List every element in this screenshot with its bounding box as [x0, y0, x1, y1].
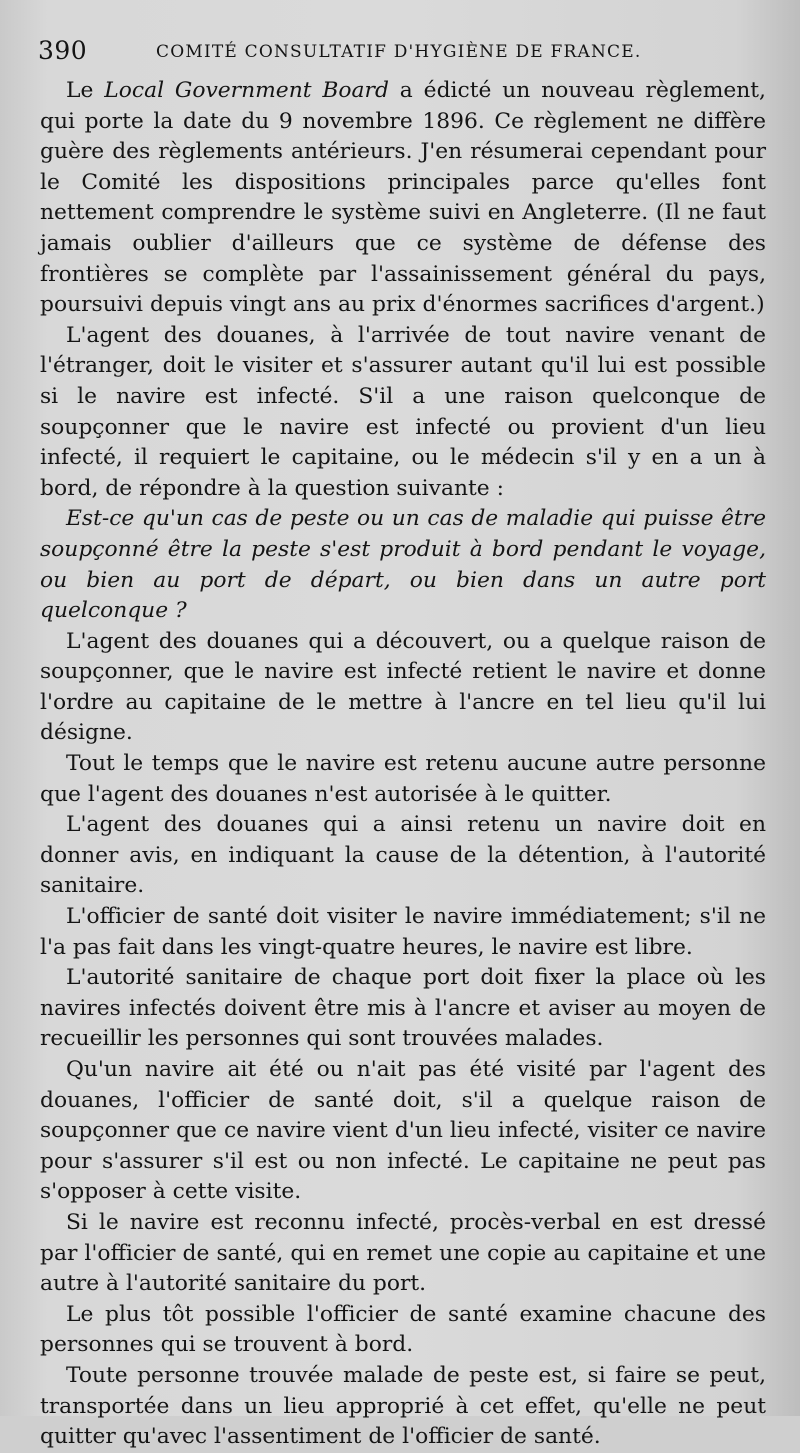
running-head: COMITÉ CONSULTATIF D'HYGIÈNE DE FRANCE.: [156, 42, 642, 62]
paragraph-4: L'agent des douanes qui a découvert, ou a quelque raison de soupçonner, que le navire est infecté retient le navire et donne l'ordre au capitaine de le mettre à l'ancre en tel lieu qu'il lui désigne.: [40, 628, 766, 746]
paragraph-8: L'autorité sanitaire de chaque port doit fixer la place où les navires infectés doivent être mis à l'ancre et aviser au moyen de recueillir les personnes qui sont trouvées malades.: [40, 965, 766, 1052]
paragraph-7: L'officier de santé doit visiter le navire immédiatement; s'il ne l'a pas fait dans les vingt-quatre heures, le navire est libre.: [40, 904, 766, 960]
paragraph-11: Le plus tôt possible l'officier de santé examine chacune des personnes qui se trouvent à bord.: [40, 1301, 766, 1358]
question-paragraph: Est-ce qu'un cas de peste ou un cas de maladie qui puisse être soupçonné être la peste s'est produit à bord pendant le voyage, ou bien au port de départ, ou bien dans un autre port quelconque ?: [40, 506, 766, 624]
paragraph-1-rest: a édicté un nouveau règlement, qui porte la date du 9 novembre 1896. Ce règlement ne diffère guère des règlements antérieurs. J'en résumerai cependant pour le Comité les dispositions principales parce qu'elles font nettement comprendre le système suivi en Angleterre. (Il ne faut jamais oublier d'ailleurs que ce système de défense des frontières se complète par l'assainissement général du pays, poursuivi depuis vingt ans au prix d'énormes sacrifices d'argent.): [40, 78, 766, 318]
body-text: [40, 76, 766, 1453]
paragraph-1-lead: Le: [66, 78, 105, 103]
paragraph-6: L'agent des douanes qui a ainsi retenu un navire doit en donner avis, en indiquant la cause de la détention, à l'autorité sanitaire.: [40, 812, 766, 899]
page-number: 390: [38, 36, 88, 65]
page-header: [38, 36, 758, 76]
local-government-board-emphasis: Local Government Board: [104, 78, 389, 103]
paragraph-10: Si le navire est reconnu infecté, procès-verbal en est dressé par l'officier de santé, qui en remet une copie au capitaine et une autre à l'autorité sanitaire du port.: [40, 1209, 766, 1297]
paragraph-1: [40, 76, 766, 321]
paragraph-12: Toute personne trouvée malade de peste est, si faire se peut, transportée dans un lieu approprié à cet effet, qu'elle ne peut quitter qu'avec l'assentiment de l'officier de santé.: [40, 1362, 766, 1450]
paragraph-9: Qu'un navire ait été ou n'ait pas été visité par l'agent des douanes, l'officier de santé doit, s'il a quelque raison de soupçonner que ce navire vient d'un lieu infecté, visiter ce navire pour s'assurer s'il est ou non infecté. Le capitaine ne peut pas s'opposer à cette visite.: [40, 1057, 766, 1205]
paragraph-2: L'agent des douanes, à l'arrivée de tout navire venant de l'étranger, doit le visiter et s'assurer autant qu'il lui est possible si le navire est infecté. S'il a une raison quelconque de soupçonner que le navire est infecté ou provient d'un lieu infecté, il requiert le capitaine, ou le médecin s'il y en a un à bord, de répondre à la question suivante :: [40, 322, 766, 501]
paragraph-5: Tout le temps que le navire est retenu aucune autre personne que l'agent des douanes n'est autorisée à le quitter.: [40, 751, 766, 807]
